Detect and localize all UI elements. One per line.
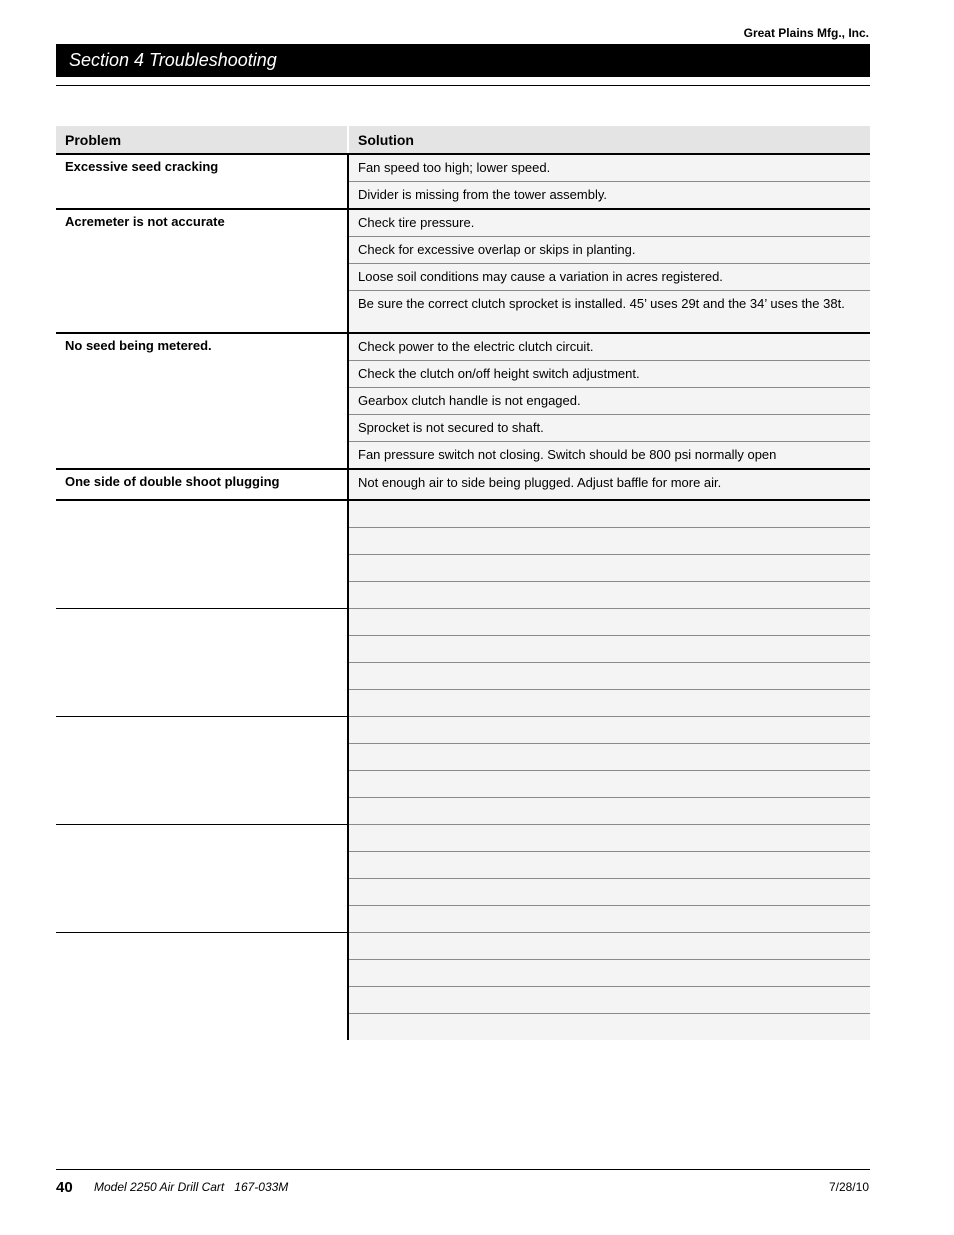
solution-cell: Be sure the correct clutch sprocket is installed. 45’ uses 29t and the 34’ uses the 38t. bbox=[348, 291, 870, 334]
blank-row bbox=[56, 717, 870, 744]
blank-solution-cell bbox=[348, 1014, 870, 1041]
table-header-row bbox=[56, 126, 870, 154]
blank-solution-cell bbox=[348, 852, 870, 879]
blank-row bbox=[56, 609, 870, 636]
blank-solution-cell bbox=[348, 609, 870, 636]
blank-solution-cell bbox=[348, 933, 870, 960]
solution-cell: Loose soil conditions may cause a variation in acres registered. bbox=[348, 264, 870, 291]
section-title-bar bbox=[56, 44, 870, 77]
solution-cell: Not enough air to side being plugged. Adjust baffle for more air. bbox=[348, 469, 870, 500]
footer-divider bbox=[56, 1169, 870, 1170]
model-label: Model 2250 Air Drill Cart 167-033M bbox=[94, 1180, 289, 1194]
blank-solution-cell bbox=[348, 636, 870, 663]
blank-problem-cell bbox=[56, 609, 348, 717]
blank-solution-cell bbox=[348, 528, 870, 555]
problem-cell: One side of double shoot plugging bbox=[56, 469, 348, 500]
blank-solution-cell bbox=[348, 555, 870, 582]
blank-solution-cell bbox=[348, 582, 870, 609]
troubleshooting-table bbox=[56, 126, 870, 1040]
page-number: 40 bbox=[56, 1179, 73, 1196]
section-title: Section 4 Troubleshooting bbox=[69, 50, 277, 70]
blank-solution-cell bbox=[348, 906, 870, 933]
blank-solution-cell bbox=[348, 744, 870, 771]
problem-cell: Excessive seed cracking bbox=[56, 154, 348, 209]
solution-cell: Check the clutch on/off height switch adjustment. bbox=[348, 361, 870, 388]
solution-cell: Fan speed too high; lower speed. bbox=[348, 154, 870, 182]
blank-row bbox=[56, 825, 870, 852]
solution-cell: Check power to the electric clutch circuit. bbox=[348, 333, 870, 361]
problem-cell: Acremeter is not accurate bbox=[56, 209, 348, 333]
table-row bbox=[56, 469, 870, 500]
blank-solution-cell bbox=[348, 798, 870, 825]
solution-cell: Sprocket is not secured to shaft. bbox=[348, 415, 870, 442]
solution-cell: Check tire pressure. bbox=[348, 209, 870, 237]
table-row bbox=[56, 209, 870, 237]
blank-solution-cell bbox=[348, 690, 870, 717]
blank-problem-cell bbox=[56, 825, 348, 933]
solution-cell: Fan pressure switch not closing. Switch should be 800 psi normally open bbox=[348, 442, 870, 470]
blank-row bbox=[56, 933, 870, 960]
table-row bbox=[56, 333, 870, 361]
column-header-solution: Solution bbox=[348, 126, 870, 154]
blank-solution-cell bbox=[348, 987, 870, 1014]
blank-solution-cell bbox=[348, 663, 870, 690]
company-name: Great Plains Mfg., Inc. bbox=[743, 26, 869, 40]
solution-cell: Divider is missing from the tower assembly. bbox=[348, 182, 870, 210]
blank-solution-cell bbox=[348, 960, 870, 987]
blank-solution-cell bbox=[348, 825, 870, 852]
blank-problem-cell bbox=[56, 933, 348, 1041]
blank-solution-cell bbox=[348, 500, 870, 528]
header-divider bbox=[56, 85, 870, 86]
blank-solution-cell bbox=[348, 717, 870, 744]
column-header-problem: Problem bbox=[56, 126, 348, 154]
blank-problem-cell bbox=[56, 500, 348, 609]
solution-cell: Gearbox clutch handle is not engaged. bbox=[348, 388, 870, 415]
blank-solution-cell bbox=[348, 879, 870, 906]
blank-row bbox=[56, 500, 870, 528]
solution-cell: Check for excessive overlap or skips in planting. bbox=[348, 237, 870, 264]
problem-cell: No seed being metered. bbox=[56, 333, 348, 469]
revision-date: 7/28/10 bbox=[828, 1180, 869, 1194]
blank-problem-cell bbox=[56, 717, 348, 825]
table-row bbox=[56, 154, 870, 182]
blank-solution-cell bbox=[348, 771, 870, 798]
